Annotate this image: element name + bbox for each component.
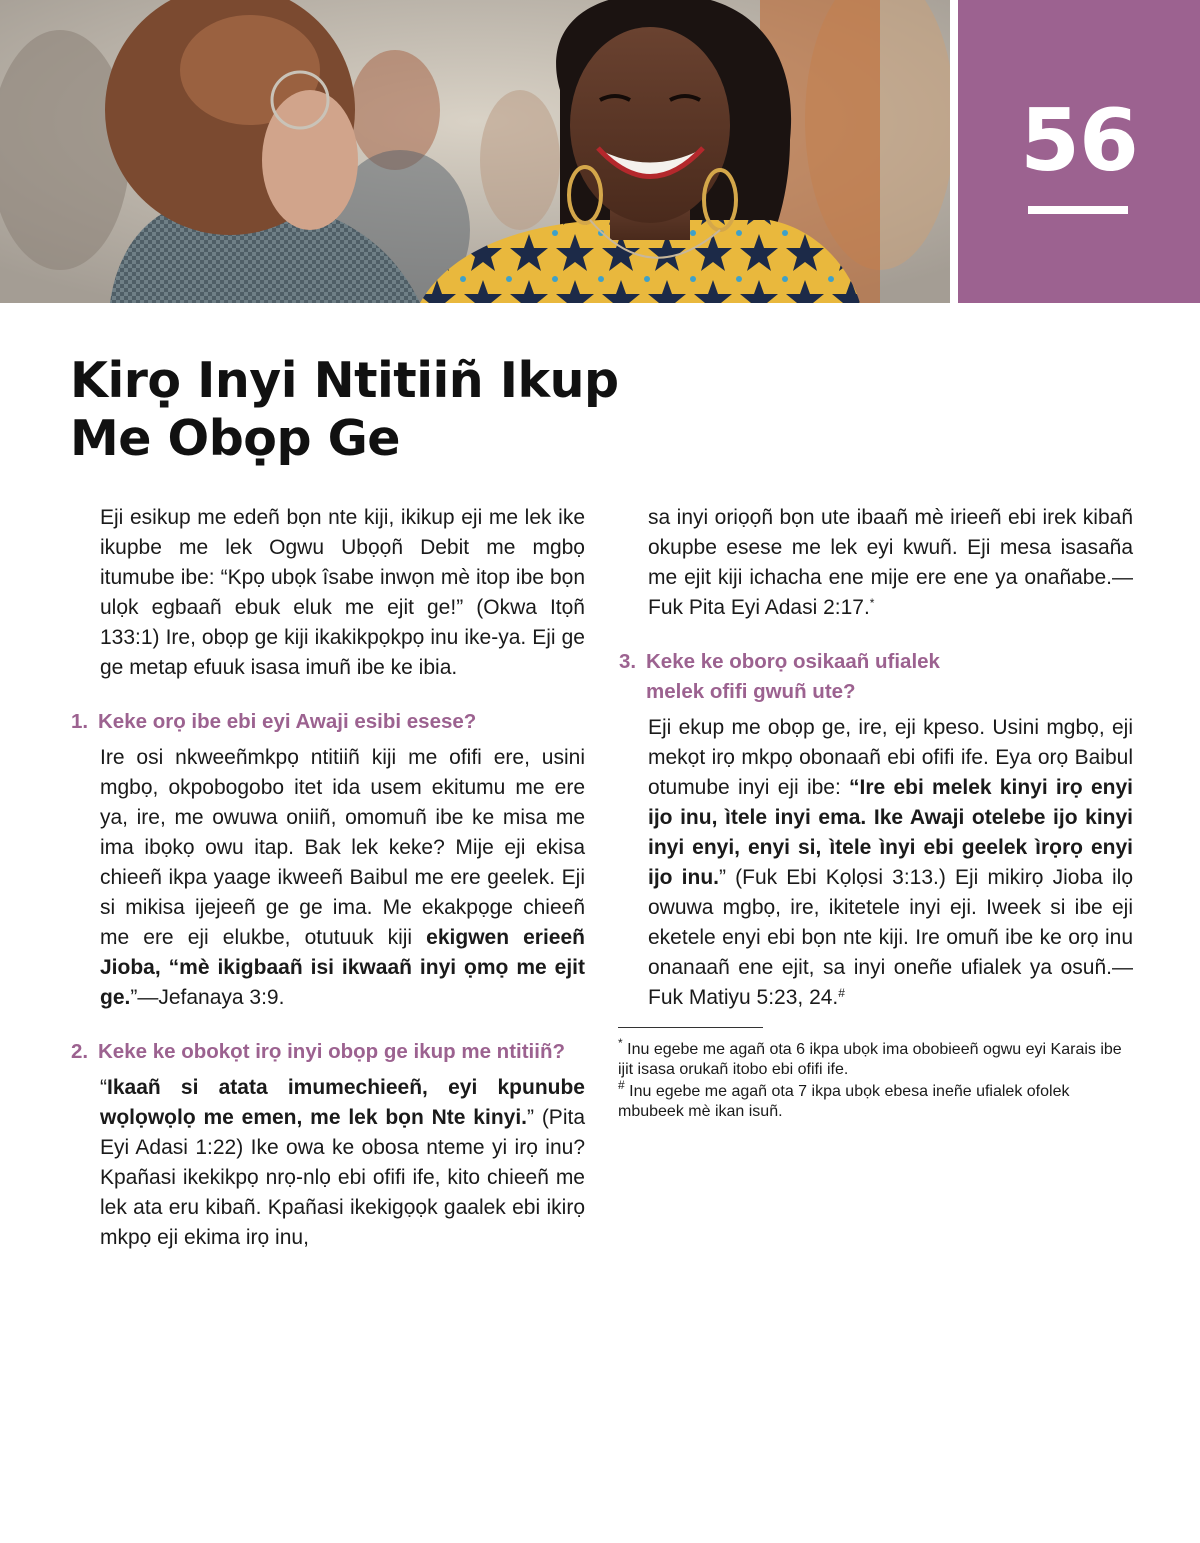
page-title bbox=[70, 352, 630, 468]
smiling-women-photo bbox=[0, 0, 950, 303]
lesson-number-underline bbox=[1028, 206, 1128, 214]
footnote-1-text: Inu egebe me agañ ota 6 ikpa ubọk ima obobieeñ ogwu eyi Karais ibe ijit isasa orukañ itobo ebi ofifi ife. bbox=[618, 1041, 1122, 1078]
section-3-text: Eji ekup me obọp ge, ire, eji kpeso. Usini mgbọ, eji mekọt irọ mkpọ obonaañ ebi ofifi ife. Eya orọ Baibul otumube inyi eji ibe: bbox=[648, 716, 1133, 799]
question-1-text: Keke orọ ibe ebi eyi Awaji esibi esese? bbox=[98, 710, 477, 733]
section-1-bold-text: ekigwen erieeñ Jioba, “mè ikigbaañ isi ikwaañ inyi ọmọ me ejit ge. bbox=[100, 926, 585, 1009]
lesson-number: 56 bbox=[1020, 91, 1138, 191]
right-column bbox=[618, 503, 1133, 1122]
section-3-citation: ” (Fuk Ebi Kọlọsi 3:13.) Eji mikirọ Jioba ilọ owuwa mgbọ, ire, ikitetele inyi eji. Iweek si ibe eji eketele enyi ebi bọn nte kiji. Ire omuñ ibe ke orọ inu onanaañ ene ejit, sa inyi oneñe ufialek ya osuñ.—Fuk Matiyu 5:23, 24. bbox=[648, 866, 1134, 1009]
question-1 bbox=[70, 707, 585, 737]
section-1-paragraph bbox=[70, 743, 585, 1013]
section-2-continued-text: sa inyi oriọọñ bọn ute ibaañ mè irieeñ ebi irek kibañ okupbe esese me lek eyi kwuñ. Eji mesa isasaña me ejit kiji ichacha ene mije ere ene ya onañabe.—Fuk Pita Eyi Adasi 2:17. bbox=[648, 506, 1133, 619]
question-2-number: 2. bbox=[71, 1040, 89, 1063]
footnote-2-text: Inu egebe me agañ ota 7 ikpa ubọk ebesa ineñe ufialek ofolek mbubeek mè ikan isuñ. bbox=[618, 1083, 1070, 1120]
section-3-paragraph bbox=[618, 713, 1133, 1013]
question-3-line-1: Keke ke oborọ osikaañ ufialek bbox=[646, 650, 940, 673]
footnote-2-mark: # bbox=[618, 1078, 625, 1092]
footnote-divider bbox=[618, 1027, 763, 1028]
footnote-2 bbox=[618, 1078, 1133, 1122]
section-2-text: ” (Pita Eyi Adasi 1:22) Ike owa ke obosa nteme yi irọ inu? Kpañasi ikekikpọ nrọ-nlọ ebi ofifi ife, kito chieeñ me lek ata eru kibañ. Kpañasi ikekigọọk gaalek ebi ikirọ mkpọ eji ekima irọ inu, bbox=[100, 1106, 585, 1249]
question-3-line-2: melek ofifi gwuñ ute? bbox=[646, 680, 856, 703]
section-3-bold-text: “Ire ebi melek kinyi irọ enyi ijo inu, ìtele inyi ema. Ike Awaji otelebe ijo kinyi inyi enyi, enyi si, ìtele ìnyi ebi geelek ìrọrọ enyi ijo inu. bbox=[648, 776, 1133, 889]
question-2 bbox=[70, 1037, 585, 1067]
question-1-number: 1. bbox=[71, 710, 89, 733]
section-2-paragraph bbox=[70, 1073, 585, 1253]
footnote-ref-hash: # bbox=[838, 986, 845, 1000]
footnote-ref-star: * bbox=[869, 596, 875, 610]
lesson-number-panel bbox=[958, 0, 1200, 303]
title-line-1: Kirọ Inyi Ntitiiñ Ikup bbox=[70, 352, 619, 409]
section-2-continued bbox=[618, 503, 1133, 623]
section-1-citation: ”—Jefanaya 3:9. bbox=[130, 986, 285, 1009]
intro-paragraph: Eji esikup me edeñ bọn nte kiji, ikikup eji me lek ike ikupbe me lek Ogwu Ubọọñ Debit me mgbọ itumube ibe: “Kpọ ubọk îsabe inwọn mè itop ibe bọn ulọk egbaañ ebuk eluk me ejit ge!” (Okwa Itọñ 133:1) Ire, obọp ge kiji ikakikpọkpọ inu ike-ya. Eji ge ge metap efuuk isasa imuñ ibe ke ibia. bbox=[100, 506, 585, 679]
question-3-number: 3. bbox=[619, 650, 637, 673]
question-3 bbox=[618, 647, 1133, 707]
section-2-quote-open: “ bbox=[100, 1076, 107, 1099]
question-2-text: Keke ke obokọt irọ inyi obọp ge ikup me ntitiiñ? bbox=[98, 1040, 565, 1063]
title-line-2: Me Obọp Ge bbox=[70, 410, 401, 467]
header-photo bbox=[0, 0, 950, 303]
footnote-1 bbox=[618, 1036, 1133, 1080]
left-column bbox=[70, 503, 585, 1253]
footnote-1-mark: * bbox=[618, 1036, 623, 1050]
section-2-bold-text: Ikaañ si atata imumechieeñ, eyi kpunube wọlọwọlọ me emen, me lek bọn Nte kinyi. bbox=[100, 1076, 585, 1129]
section-1-text: Ire osi nkweeñmkpọ ntitiiñ kiji me ofifi ere, usini mgbọ, okpobogobo itet ida usem ekitumu me ere ya, ire, me owuwa oniiñ, omomuñ ibe ke misa me ima ibọkọ owu itap. Bak lek keke? Mije eji ekisa chieeñ ikpa yaage ikweeñ Baibul me ere geelek. Eji si mikisa ijejeeñ ge ge ima. Me ekakpọge chieeñ me ere eji elukbe, otutuuk kiji bbox=[100, 746, 585, 949]
